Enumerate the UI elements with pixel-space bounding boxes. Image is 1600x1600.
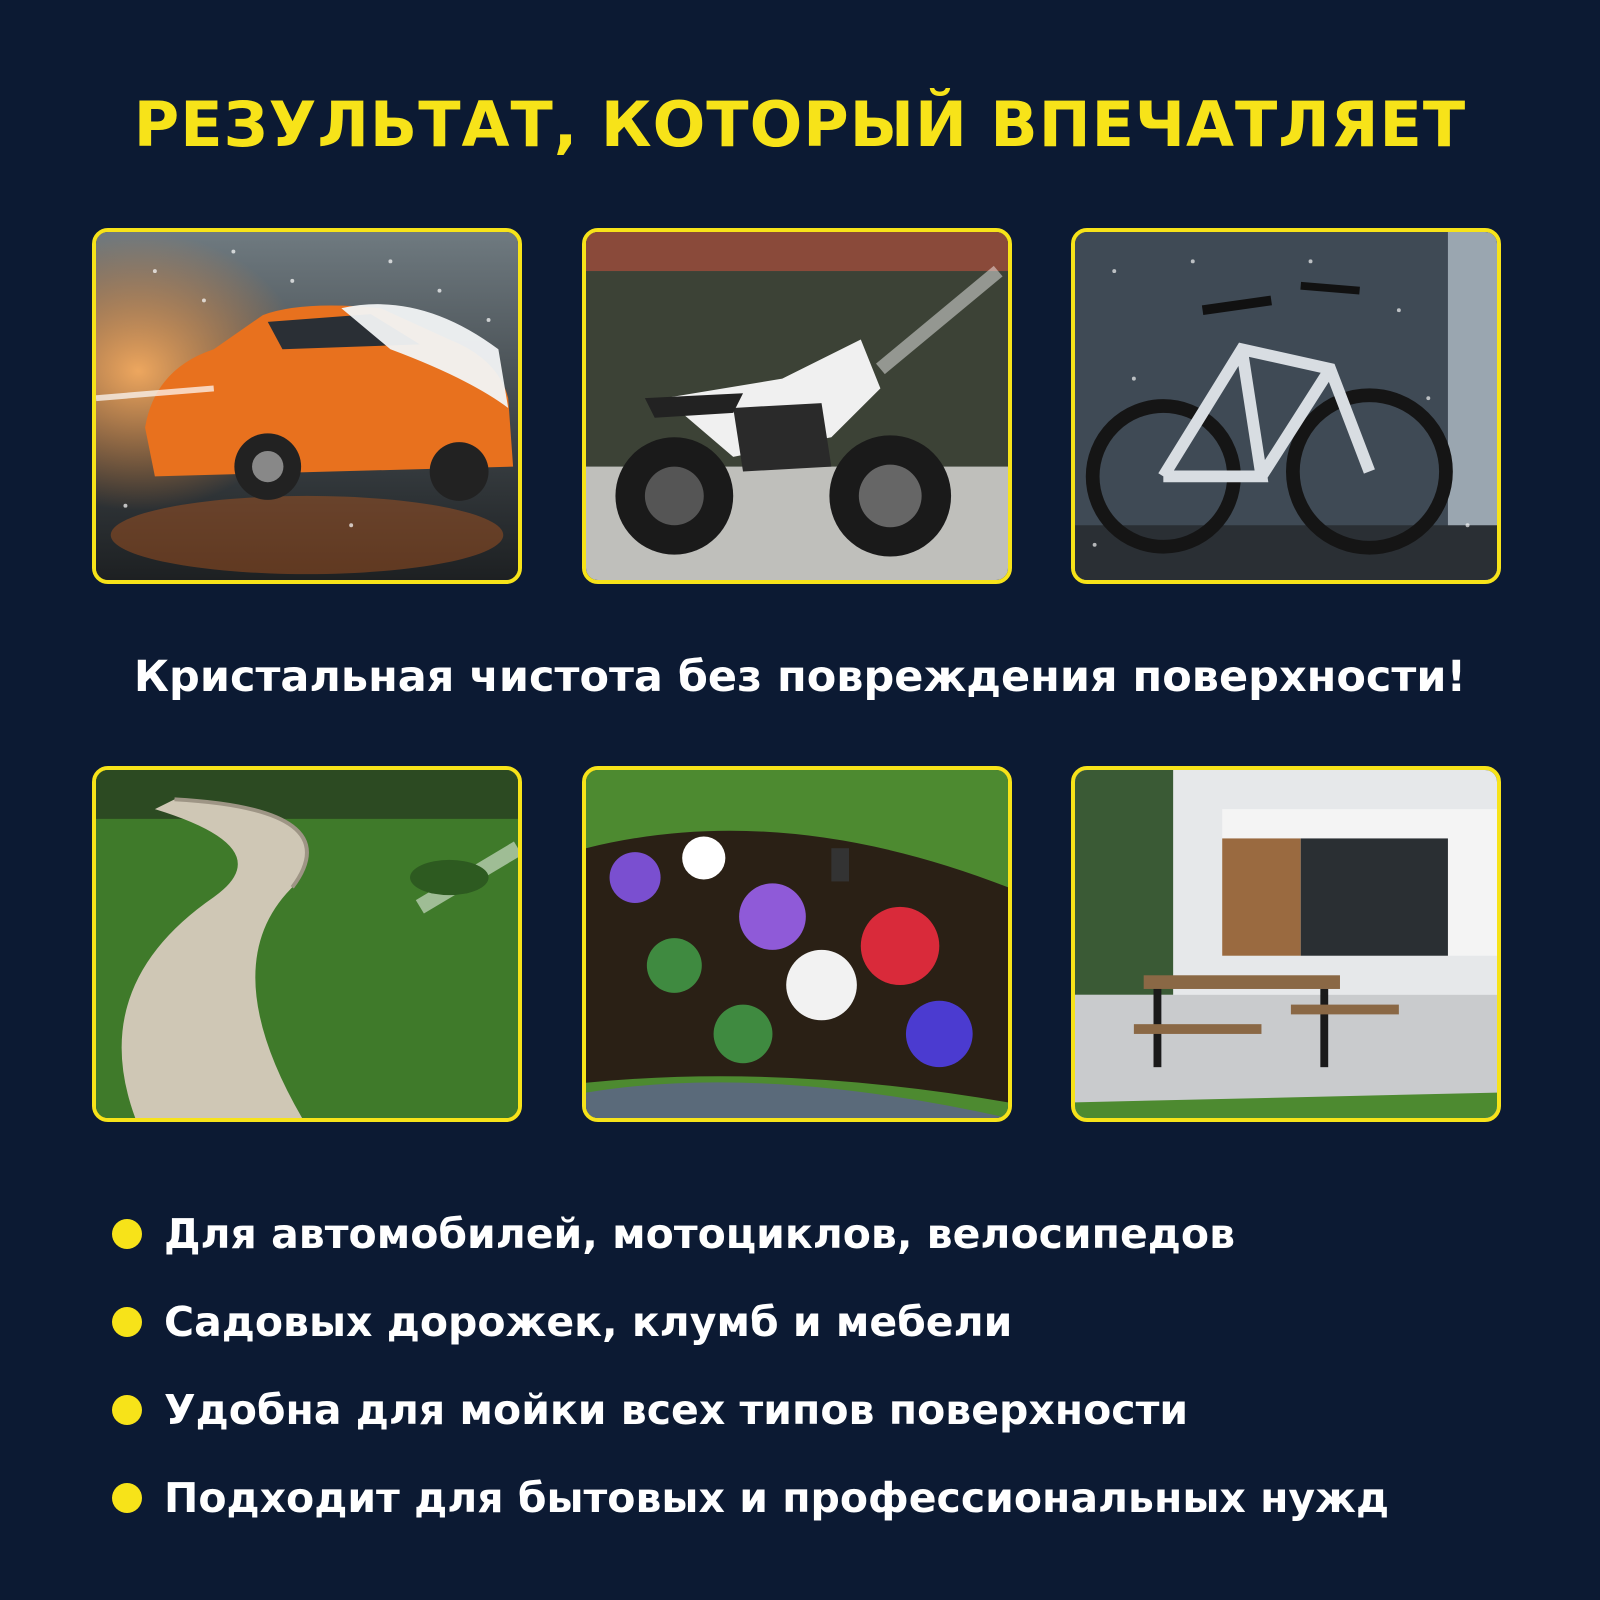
feature-item [112,1190,1389,1278]
feature-text: Для автомобилей, мотоциклов, велосипедов [164,1210,1236,1258]
patio-furniture-photo [1071,766,1501,1122]
feature-item [112,1278,1389,1366]
bullet-dot-icon [112,1395,142,1425]
headline: РЕЗУЛЬТАТ, КОТОРЫЙ ВПЕЧАТЛЯЕТ [133,88,1467,161]
flower-bed-photo [582,766,1012,1122]
motorcycle-wash-photo [582,228,1012,584]
feature-text: Подходит для бытовых и профессиональных нужд [164,1474,1390,1522]
bicycle-wash-photo [1071,228,1501,584]
bullet-dot-icon [112,1483,142,1513]
features-list [112,1190,1389,1542]
subheading: Кристальная чистота без повреждения поверхности! [133,652,1467,702]
car-wash-photo [92,228,522,584]
feature-item [112,1366,1389,1454]
feature-text: Садовых дорожек, клумб и мебели [164,1298,1013,1346]
bullet-dot-icon [112,1219,142,1249]
garden-path-photo [92,766,522,1122]
feature-item [112,1454,1389,1542]
feature-text: Удобна для мойки всех типов поверхности [164,1386,1189,1434]
bullet-dot-icon [112,1307,142,1337]
